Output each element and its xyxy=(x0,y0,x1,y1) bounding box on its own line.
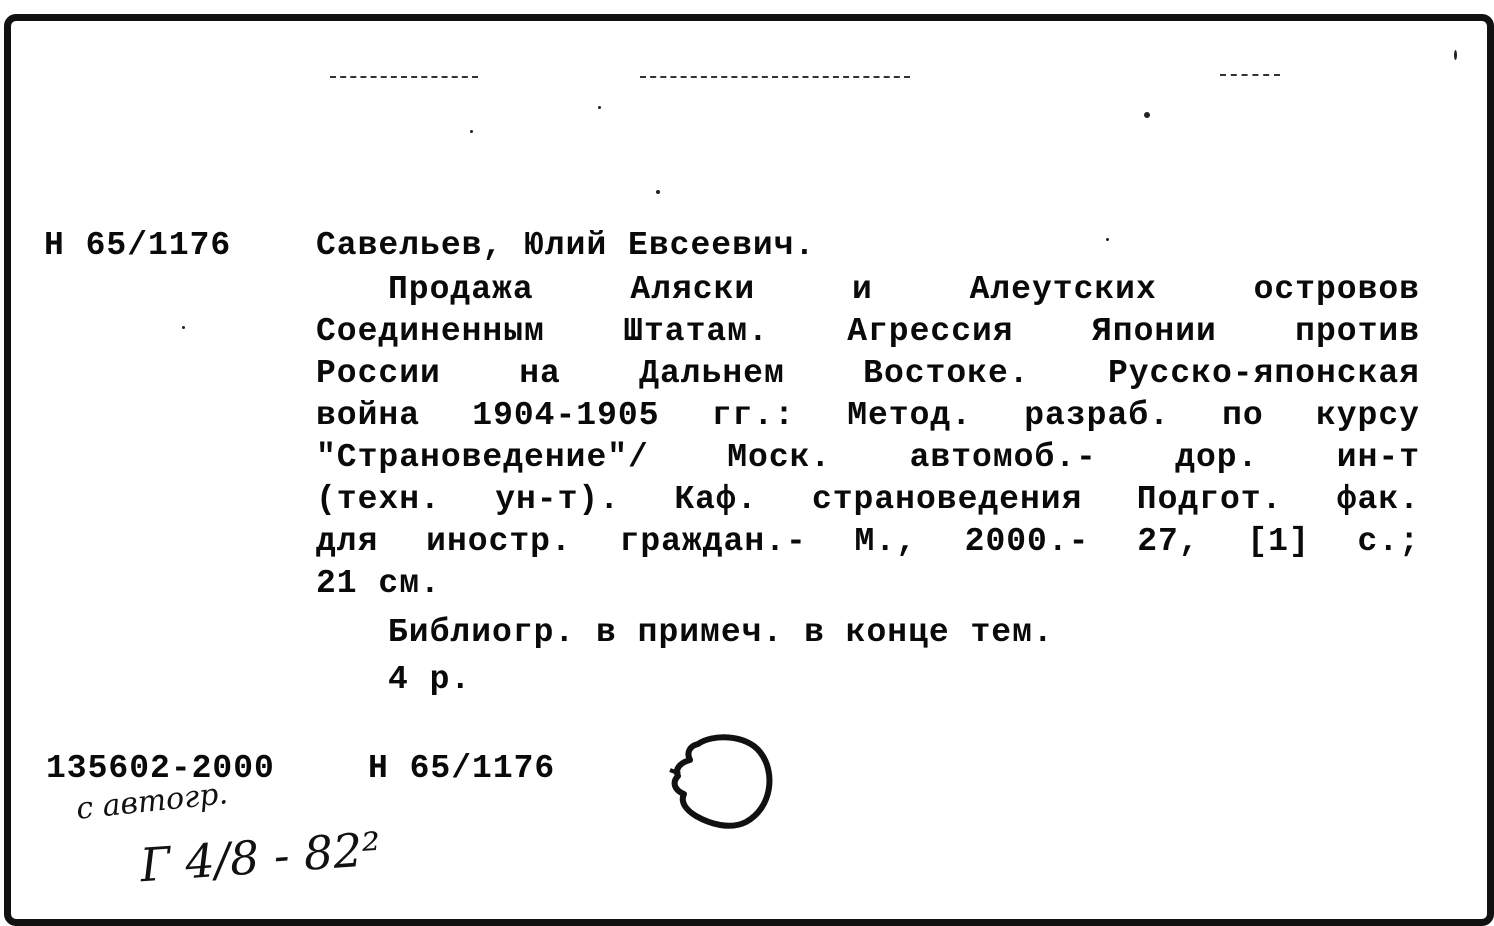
word: для xyxy=(316,523,379,560)
word: 27, xyxy=(1137,523,1200,560)
word: "Страноведение"/ xyxy=(316,439,649,476)
word: (техн. xyxy=(316,481,441,518)
word: страноведения xyxy=(811,481,1083,518)
shelfmark: Н 65/1176 xyxy=(44,227,232,264)
word: островов xyxy=(1253,271,1420,308)
scan-speck xyxy=(1106,238,1109,241)
scan-speck xyxy=(656,190,660,194)
scan-speck xyxy=(1144,112,1150,118)
word: Алеутских xyxy=(969,271,1157,308)
shelfmark-bottom: Н 65/1176 xyxy=(368,750,556,787)
word: Дальнем xyxy=(639,355,785,392)
word: Метод. xyxy=(847,397,973,434)
word: и xyxy=(851,271,873,308)
word: против xyxy=(1295,313,1420,350)
word: иностр. xyxy=(426,523,572,560)
scan-dash-center xyxy=(640,76,910,78)
description-line xyxy=(316,563,1420,605)
description-line xyxy=(316,437,1420,479)
description-line xyxy=(316,479,1420,521)
word: с.; xyxy=(1357,523,1420,560)
word: на xyxy=(519,355,561,392)
word: Русско-японская xyxy=(1107,355,1420,392)
word: Штатам. xyxy=(623,313,769,350)
word: М., xyxy=(854,523,917,560)
inventory-number: 135602-2000 xyxy=(46,750,275,787)
word: фак. xyxy=(1336,481,1420,518)
scan-dash-right xyxy=(1220,74,1280,76)
bibliographic-description xyxy=(316,269,1420,605)
description-line xyxy=(316,353,1420,395)
author-heading: Савельев, Юлий Евсеевич. xyxy=(316,227,816,264)
word: Каф. xyxy=(674,481,758,518)
word: Продажа xyxy=(388,271,534,308)
bibliography-note: Библиогр. в примеч. в конце тем. xyxy=(388,614,1054,651)
description-line xyxy=(316,521,1420,563)
price: 4 р. xyxy=(388,661,472,698)
scan-dash-left xyxy=(330,76,478,78)
word: граждан.- xyxy=(619,523,807,560)
description-line xyxy=(316,269,1420,311)
word: Японии xyxy=(1091,313,1217,350)
description-line xyxy=(316,311,1420,353)
word: Агрессия xyxy=(847,313,1014,350)
description-line xyxy=(316,395,1420,437)
word: Подгот. xyxy=(1136,481,1283,518)
word: дор. xyxy=(1175,439,1259,476)
scan-speck xyxy=(1454,50,1457,60)
scan-speck xyxy=(182,326,185,329)
word: курсу xyxy=(1315,397,1420,434)
word: разраб. xyxy=(1024,397,1170,434)
word: автомоб.- xyxy=(909,439,1097,476)
word: России xyxy=(316,355,441,392)
word: ин-т xyxy=(1336,439,1420,476)
word: Моск. xyxy=(727,439,832,476)
handwritten-code: Г 4/8 - 82² xyxy=(138,821,383,893)
word: по xyxy=(1222,397,1264,434)
word: ун-т). xyxy=(495,481,621,518)
word: Соединенным xyxy=(316,313,545,350)
word: 1904-1905 xyxy=(472,397,660,434)
word: война xyxy=(316,397,421,434)
handwritten-note: с автогр. xyxy=(74,776,230,827)
word: гг.: xyxy=(711,397,795,434)
word: Востоке. xyxy=(863,355,1030,392)
word: 21 см. xyxy=(316,565,441,602)
circle-stamp-mark xyxy=(660,726,790,836)
word: Аляски xyxy=(630,271,756,308)
word: 2000.- xyxy=(964,523,1090,560)
scan-speck xyxy=(598,106,601,109)
word: [1] xyxy=(1247,523,1310,560)
scan-speck xyxy=(470,130,473,133)
